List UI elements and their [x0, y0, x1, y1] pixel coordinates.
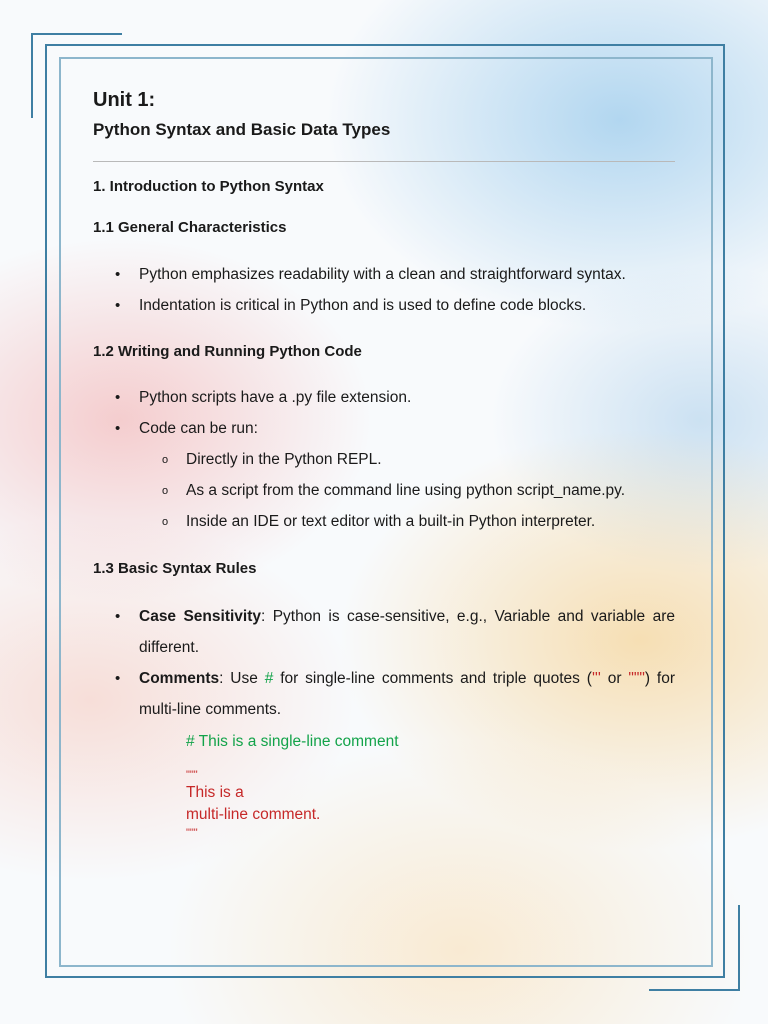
docstring-open-quotes: """ [186, 769, 198, 781]
title-divider [93, 161, 675, 162]
unit-label: Unit 1: [93, 89, 156, 111]
comments-label: Comments [139, 670, 220, 687]
rules-list [93, 601, 675, 725]
double-triple-quotes: """ [628, 670, 645, 687]
list-item-comments [93, 663, 675, 725]
single-triple-quotes: ''' [591, 670, 601, 687]
case-sensitivity-text: : Python is case-sensitive, e.g., Variable and variable are different. [139, 608, 675, 656]
page-title: Python Syntax and Basic Data Types [93, 120, 391, 139]
comments-text-before: : Use [219, 670, 265, 687]
hash-symbol: # [264, 670, 274, 687]
general-list [93, 259, 675, 321]
comments-text-middle: for single-line comments and triple quotes ( [273, 670, 592, 687]
docstring-line-1: This is a [186, 784, 244, 801]
list-item: • Code can be run: [93, 413, 675, 444]
docstring-line-2: multi-line comment. [186, 806, 321, 823]
case-sensitivity-label: Case Sensitivity [139, 608, 261, 625]
list-item: • Indentation is critical in Python and is used to define code blocks. [93, 290, 675, 321]
comments-text-after: ) for multi-line comments. [139, 670, 676, 718]
single-line-comment-example: # This is a single-line comment [186, 733, 399, 750]
section-heading-writing: 1.2 Writing and Running Python Code [93, 343, 362, 360]
section-heading-rules: 1.3 Basic Syntax Rules [93, 560, 257, 577]
section-heading-intro: 1. Introduction to Python Syntax [93, 178, 324, 195]
document-content [93, 86, 675, 840]
sub-list-item: o Directly in the Python REPL. [93, 444, 675, 475]
list-item: • Python scripts have a .py file extension. [93, 382, 675, 413]
writing-list [93, 382, 675, 537]
list-item-case-sensitivity [93, 601, 675, 663]
comments-or-text: or [600, 670, 629, 687]
multi-line-comment-example [186, 768, 675, 840]
sub-list-item: o As a script from the command line using python script_name.py. [93, 475, 675, 506]
list-item: • Python emphasizes readability with a clean and straightforward syntax. [93, 259, 675, 290]
sub-list-item: o Inside an IDE or text editor with a built-in Python interpreter. [93, 506, 675, 537]
docstring-close-quotes: """ [186, 827, 198, 839]
section-heading-general: 1.1 General Characteristics [93, 219, 287, 236]
